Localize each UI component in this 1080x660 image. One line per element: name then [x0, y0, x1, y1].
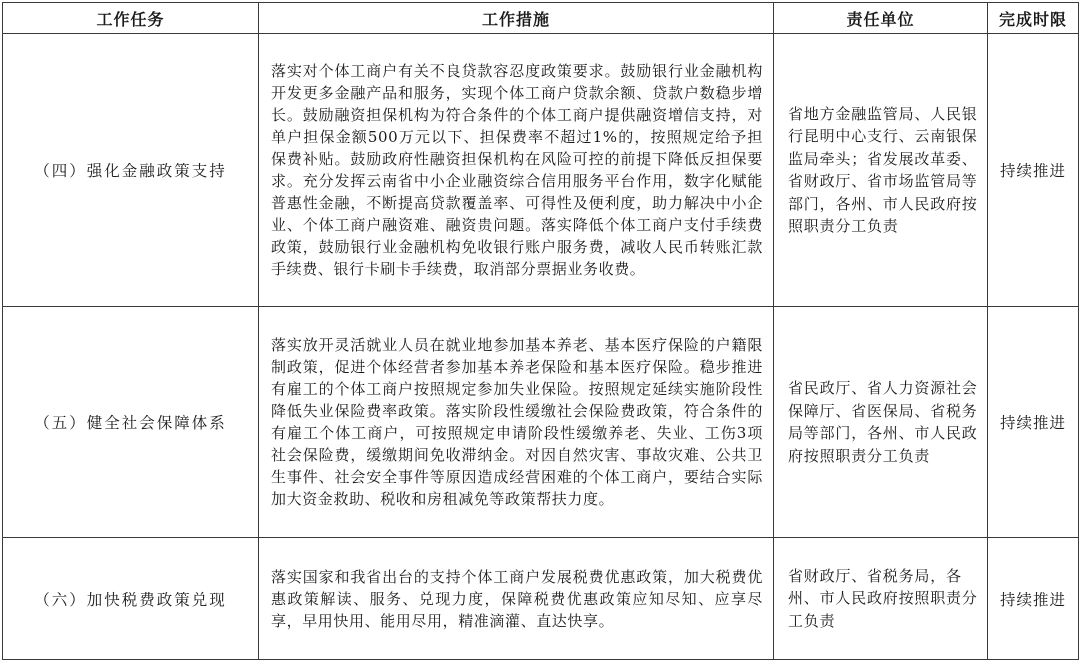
deadline-cell: 持续推进 — [988, 34, 1079, 307]
measure-cell: 落实对个体工商户有关不良贷款容忍度政策要求。鼓励银行业金融机构开发更多金融产品和服务，实现个体工商户贷款余额、贷款户数稳步增长。鼓励融资担保机构为符合条件的个体工商户提供融资增信支持，对单户担保金额500万元以下、担保费率不超过1%的，按照规定给予担保费补贴。鼓励政府性融资担保机构在风险可控的前提下降低反担保要求。充分发挥云南省中小企业融资综合信用服务平台作用，数字化赋能普惠性金融，不断提高贷款覆盖率、可得性及便利度，助力解决中小企业、个体工商户融资难、融资贵问题。落实降低个体工商户支付手续费政策，鼓励银行业金融机构免收银行账户服务费，减收人民币转账汇款手续费、银行卡刷卡手续费，取消部分票据业务收费。 — [259, 34, 774, 307]
table-row — [3, 307, 1079, 538]
header-measure: 工作措施 — [259, 3, 774, 34]
measure-cell: 落实国家和我省出台的支持个体工商户发展税费优惠政策，加大税费优惠政策解读、服务、兑现力度，保障税费优惠政策应知尽知、应享尽享，早用快用、能用尽用，精准滴灌、直达快享。 — [259, 538, 774, 660]
unit-cell: 省地方金融监管局、人民银行昆明中心支行、云南银保监局牵头；省发展改革委、省财政厅、省市场监管局等部门，各州、市人民政府按照职责分工负责 — [774, 34, 988, 307]
header-deadline: 完成时限 — [988, 3, 1079, 34]
table-row — [3, 538, 1079, 660]
deadline-cell: 持续推进 — [988, 538, 1079, 660]
policy-table — [2, 2, 1079, 660]
header-unit: 责任单位 — [774, 3, 988, 34]
header-task: 工作任务 — [3, 3, 259, 34]
unit-cell: 省财政厅、省税务局，各州、市人民政府按照职责分工负责 — [774, 538, 988, 660]
task-cell: （四）强化金融政策支持 — [3, 34, 259, 307]
deadline-cell: 持续推进 — [988, 307, 1079, 538]
unit-cell: 省民政厅、省人力资源社会保障厅、省医保局、省税务局等部门，各州、市人民政府按照职责分工负责 — [774, 307, 988, 538]
table-header-row — [3, 3, 1079, 34]
task-cell: （五）健全社会保障体系 — [3, 307, 259, 538]
measure-cell: 落实放开灵活就业人员在就业地参加基本养老、基本医疗保险的户籍限制政策，促进个体经营者参加基本养老保险和基本医疗保险。稳步推进有雇工的个体工商户按照规定参加失业保险。按照规定延续实施阶段性降低失业保险费率政策。落实阶段性缓缴社会保险费政策，符合条件的有雇工个体工商户，可按照规定申请阶段性缓缴养老、失业、工伤3项社会保险费，缓缴期间免收滞纳金。对因自然灾害、事故灾难、公共卫生事件、社会安全事件等原因造成经营困难的个体工商户，要结合实际加大资金救助、税收和房租减免等政策帮扶力度。 — [259, 307, 774, 538]
table-row — [3, 34, 1079, 307]
task-cell: （六）加快税费政策兑现 — [3, 538, 259, 660]
